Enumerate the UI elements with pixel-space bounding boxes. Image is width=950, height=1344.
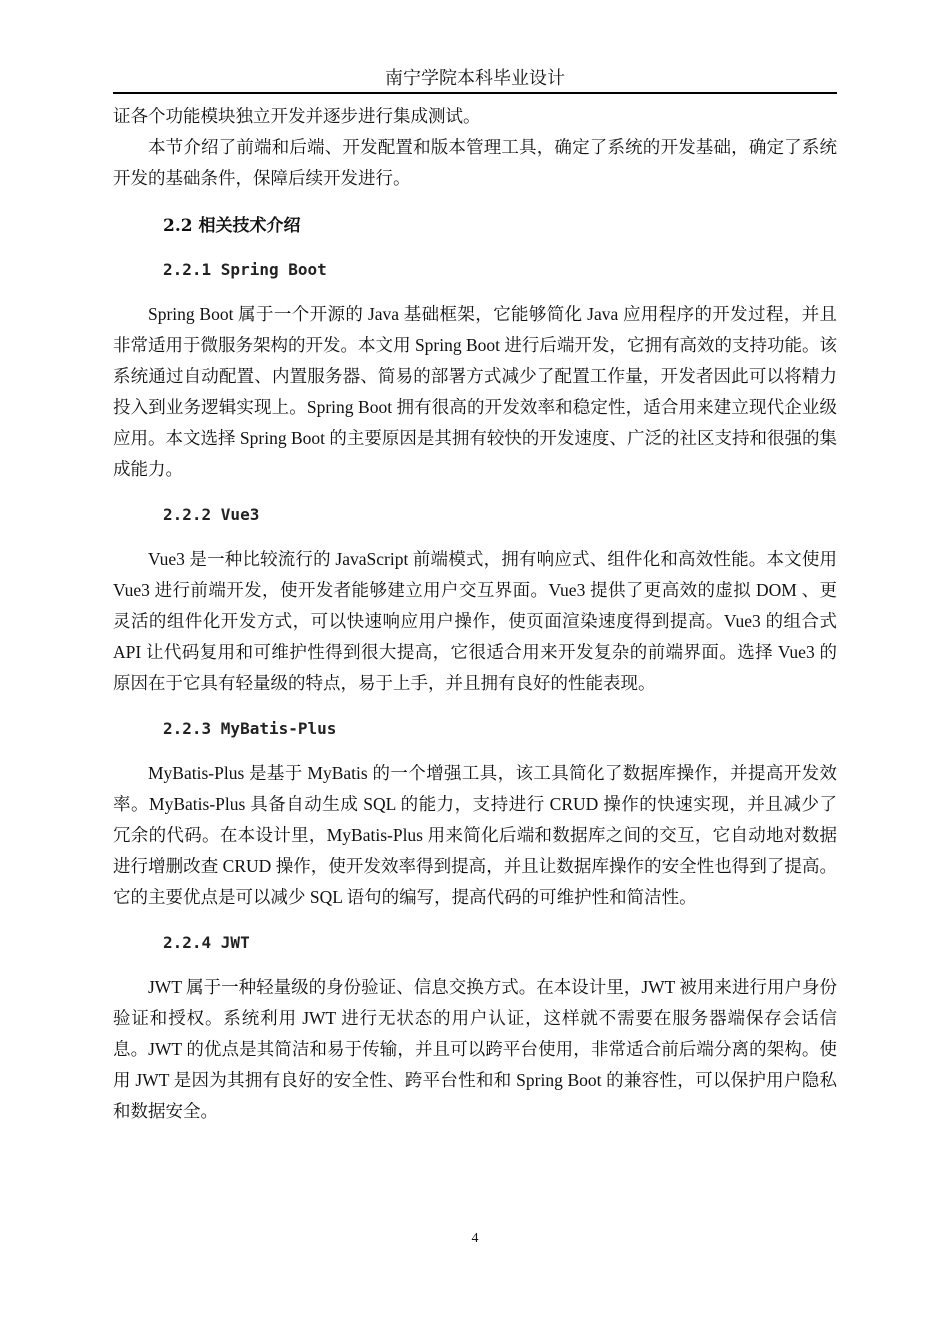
subsection-heading-jwt: 2.2.4 JWT bbox=[163, 933, 250, 952]
section-heading: 2.2 相关技术介绍 bbox=[163, 216, 301, 236]
document-body bbox=[113, 101, 837, 1127]
subsection-heading-spring-boot: 2.2.1 Spring Boot bbox=[163, 260, 327, 279]
paragraph-summary: 本节介绍了前端和后端、开发配置和版本管理工具，确定了系统的开发基础，确定了系统开发的基础条件，保障后续开发进行。 bbox=[113, 137, 837, 188]
subsection-heading-mybatis-plus: 2.2.3 MyBatis-Plus bbox=[163, 719, 337, 738]
page-header: 南宁学院本科毕业设计 bbox=[113, 66, 837, 94]
paragraph-vue3: Vue3 是一种比较流行的 JavaScript 前端模式，拥有响应式、组件化和高效性能。本文使用 Vue3 进行前端开发，使开发者能够建立用户交互界面。Vue3 提供了更高效的虚拟 DOM 、更灵活的组件化开发方式，可以快速响应用户操作，使页面渲染速度得到提高。Vue3 的组合式 API 让代码复用和可维护性得到很大提高，它很适合用来开发复杂的前端界面。选择 Vue3 的原因在于它具有轻量级的特点，易于上手，并且拥有良好的性能表现。 bbox=[113, 549, 837, 693]
paragraph-spring-boot: Spring Boot 属于一个开源的 Java 基础框架，它能够简化 Java 应用程序的开发过程，并且非常适用于微服务架构的开发。本文用 Spring Boot 进行后端开发，它拥有高效的支持功能。该系统通过自动配置、内置服务器、简易的部署方式减少了配置工作量，开发者因此可以将精力投入到业务逻辑实现上。Spring Boot 拥有很高的开发效率和稳定性，适合用来建立现代企业级应用。本文选择 Spring Boot 的主要原因是其拥有较快的开发速度、广泛的社区支持和很强的集成能力。 bbox=[113, 304, 837, 479]
paragraph-continued: 证各个功能模块独立开发并逐步进行集成测试。 bbox=[113, 106, 481, 126]
paragraph-mybatis-plus: MyBatis-Plus 是基于 MyBatis 的一个增强工具，该工具简化了数据库操作，并提高开发效率。MyBatis-Plus 具备自动生成 SQL 的能力，支持进行 CRUD 操作的快速实现，并且减少了冗余的代码。在本设计里，MyBatis-Plus 用来简化后端和数据库之间的交互，它自动地对数据进行增删改查 CRUD 操作，使开发效率得到提高，并且让数据库操作的安全性也得到了提高。它的主要优点是可以减少 SQL 语句的编写，提高代码的可维护性和简洁性。 bbox=[113, 763, 837, 907]
subsection-heading-vue3: 2.2.2 Vue3 bbox=[163, 505, 260, 524]
page-number: 4 bbox=[471, 1231, 479, 1246]
paragraph-jwt: JWT 属于一种轻量级的身份验证、信息交换方式。在本设计里，JWT 被用来进行用户身份验证和授权。系统利用 JWT 进行无状态的用户认证，这样就不需要在服务器端保存会话信息。JWT 的优点是其简洁和易于传输，并且可以跨平台使用，非常适合前后端分离的架构。使用 JWT 是因为其拥有良好的安全性、跨平台性和和 Spring Boot 的兼容性，可以保护用户隐私和数据安全。 bbox=[113, 977, 837, 1121]
